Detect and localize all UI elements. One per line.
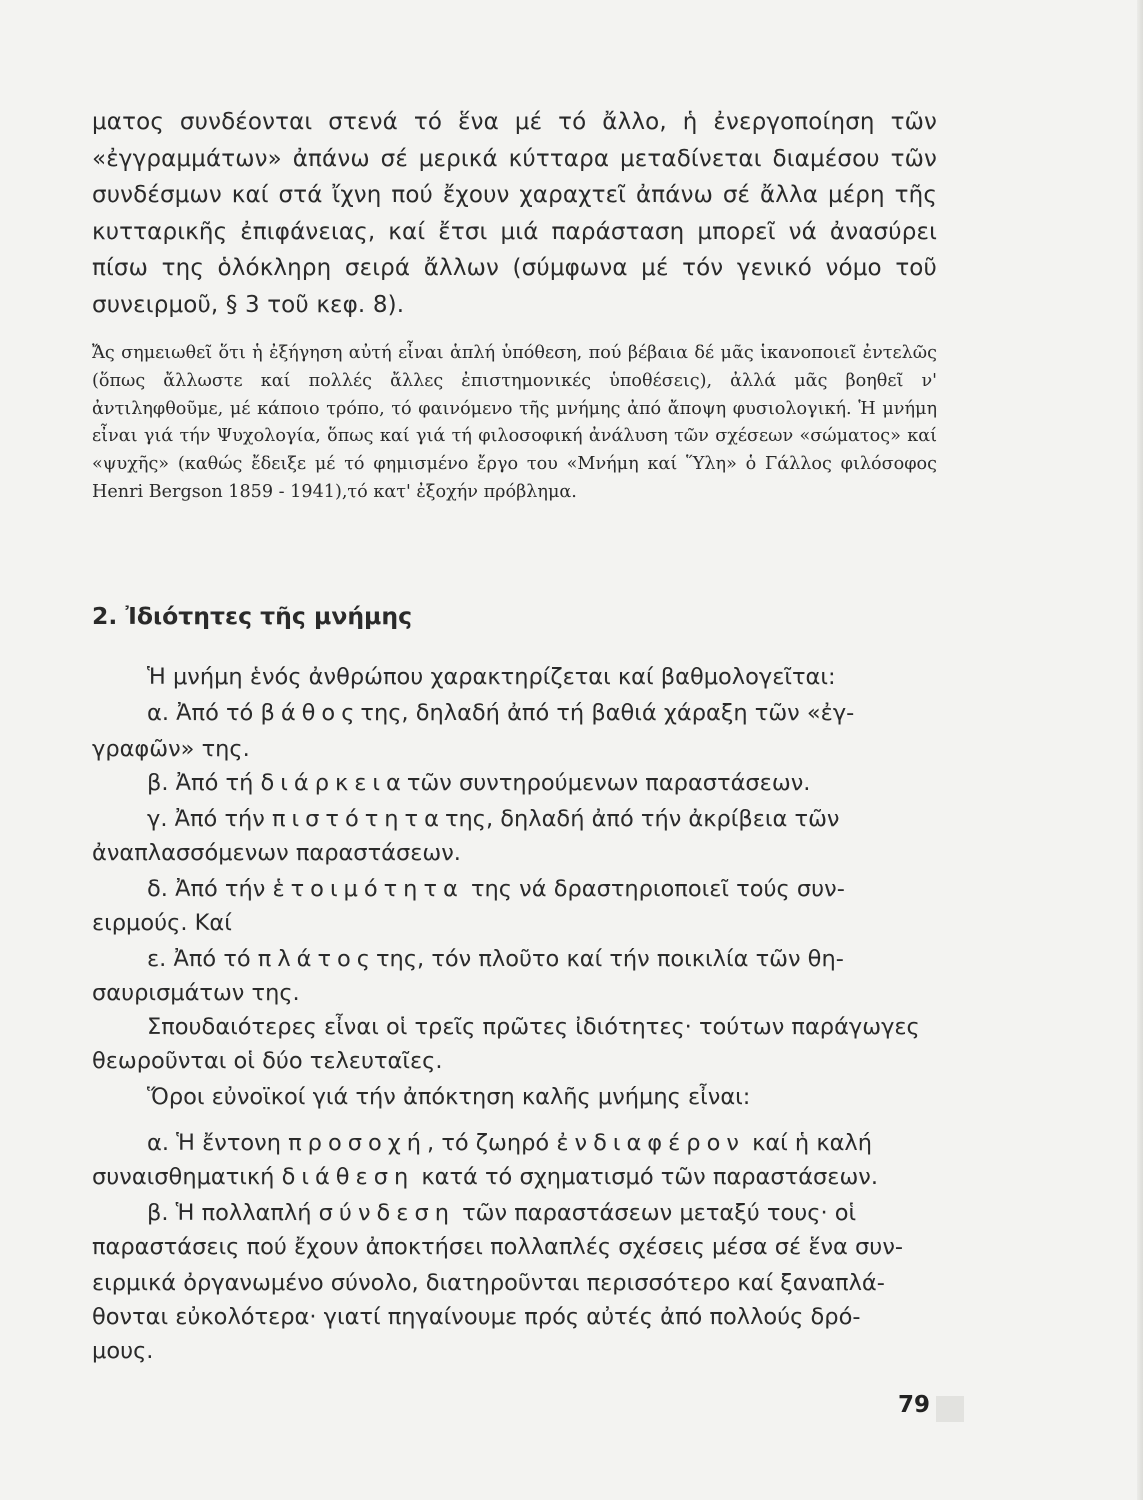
text-segment: β. Ἡ πολλαπλή: [147, 1200, 312, 1226]
text-line: θονται εὐκολότερα· γιατί πηγαίνουμε πρός αὐτές ἀπό πολλούς δρό-: [92, 1304, 861, 1330]
text-line: Ἡ μνήμη ἑνός ἀνθρώπου χαρακτηρίζεται καί βαθμολογεῖται:: [147, 664, 836, 690]
text-segment: , τό ζωηρό: [427, 1130, 550, 1156]
page-edge: [1137, 0, 1143, 1500]
bleed-through-mark: [936, 1396, 964, 1422]
text-line: Σπουδαιότερες εἶναι οἱ τρεῖς πρῶτες ἰδιότητες· τούτων παράγωγες: [147, 1014, 920, 1040]
text-segment: τῶν συντηρούμενων παραστάσεων.: [406, 770, 811, 796]
spaced-term: ἐνδιαφέρον: [556, 1130, 745, 1156]
text-segment: γ. Ἀπό τήν: [147, 806, 265, 832]
text-line: [147, 806, 840, 832]
spaced-term: διάρκεια: [260, 770, 407, 796]
text-segment: κατά τό σχηματισμό τῶν παραστάσεων.: [421, 1164, 879, 1190]
text-line: ἀναπλασσόμενων παραστάσεων.: [92, 840, 461, 866]
text-line: μους.: [92, 1338, 154, 1364]
text-line: παραστάσεις πού ἔχουν ἀποκτήσει πολλαπλές σχέσεις μέσα σέ ἕνα συν-: [92, 1234, 904, 1260]
text-segment: της, τόν πλοῦτο καί τήν ποικιλία τῶν θη-: [376, 946, 844, 972]
text-segment: καί ἡ καλή: [752, 1130, 873, 1156]
text-line: γραφῶν» της.: [92, 736, 250, 762]
text-line: [92, 1164, 878, 1190]
text-line: [147, 700, 854, 726]
body-paragraph: ματος συνδέονται στενά τό ἕνα μέ τό ἄλλο, ἡ ἐνεργοποίηση τῶν «ἐγγραμμάτων» ἀπάνω σέ μερικά κύτταρα μεταδίνεται διαμέσου τῶν συνδέσμων καί στά ἴχνη πού ἔχουν χαραχτεῖ ἀπάνω σέ ἄλλα μέρη τῆς κυτταρικῆς ἐπιφάνειας, καί ἔτσι μιά παράσταση μπορεῖ νά ἀνασύρει πίσω της ὁλόκληρη σειρά ἄλλων (σύμφωνα μέ τόν γενικό νόμο τοῦ συνειρμοῦ, § 3 τοῦ κεφ. 8).: [92, 109, 937, 318]
text-segment: α. Ἡ ἔντονη: [147, 1130, 281, 1156]
text-segment: ε. Ἀπό τό: [147, 946, 251, 972]
note-paragraph: Ἄς σημειωθεῖ ὅτι ἡ ἐξήγηση αὐτή εἶναι ἁπλή ὑπόθεση, πού βέβαια δέ μᾶς ἱκανοποιεῖ ἐντελῶς (ὅπως ἄλλωστε καί πολλές ἄλλες ἐπιστημονικές ὑποθέσεις), ἀλλά μᾶς βοηθεῖ ν' ἀντιληφθοῦμε, μέ κάποιο τρόπο, τό φαινόμενο τῆς μνήμης ἀπό ἄποψη φυσιολογική. Ἡ μνήμη εἶναι γιά τήν Ψυχολογία, ὅπως καί γιά τή φιλοσοφική ἀνάλυση τῶν σχέσεων «σώματος» καί «ψυχῆς» (καθώς ἔδειξε μέ τό φημισμένο ἔργο του «Μνήμη καί Ὕλη» ὁ Γάλλος φιλόσοφος Henri Bergson 1859 - 1941),τό κατ' ἐξοχήν πρόβλημα.: [92, 343, 937, 502]
text-line: [147, 946, 844, 972]
text-line: ειρμικά ὀργανωμένο σύνολο, διατηροῦνται περισσότερο καί ξαναπλά-: [92, 1270, 885, 1296]
spaced-term: πιστότητα: [272, 806, 445, 832]
text-segment: τῶν παραστάσεων μεταξύ τους· οἱ: [462, 1200, 857, 1226]
text-line: ειρμούς. Καί: [92, 910, 232, 936]
text-line: [147, 1200, 856, 1226]
spaced-term: προσοχή: [288, 1130, 428, 1156]
spaced-term: σύνδεση: [318, 1200, 455, 1226]
text-line: θεωροῦνται οἱ δύο τελευταῖες.: [92, 1048, 443, 1074]
spaced-term: διάθεση: [281, 1164, 415, 1190]
text-segment: της νά δραστηριοποιεῖ τούς συν-: [470, 876, 845, 902]
text-line: σαυρισμάτων της.: [92, 980, 300, 1006]
text-line: [147, 876, 845, 902]
text-line: [147, 770, 810, 796]
spaced-term: ἑτοιμότητα: [272, 876, 464, 902]
text-segment: της, δηλαδή ἀπό τήν ἀκρίβεια τῶν: [444, 806, 840, 832]
page-number: 79: [898, 1392, 931, 1418]
text-segment: δ. Ἀπό τήν: [147, 876, 266, 902]
text-segment: α. Ἀπό τό: [147, 700, 254, 726]
section-title: 2. Ἰδιότητες τῆς μνήμης: [92, 602, 413, 630]
spaced-term: πλάτος: [257, 946, 377, 972]
text-segment: της, δηλαδή ἀπό τή βαθιά χάραξη τῶν «ἐγ-: [360, 700, 855, 726]
text-segment: συναισθηματική: [92, 1164, 275, 1190]
text-line: [147, 1130, 872, 1156]
spaced-term: βάθος: [260, 700, 361, 726]
text-line: Ὅροι εὐνοϊκοί γιά τήν ἀπόκτηση καλῆς μνήμης εἶναι:: [147, 1084, 751, 1110]
text-segment: β. Ἀπό τή: [147, 770, 254, 796]
